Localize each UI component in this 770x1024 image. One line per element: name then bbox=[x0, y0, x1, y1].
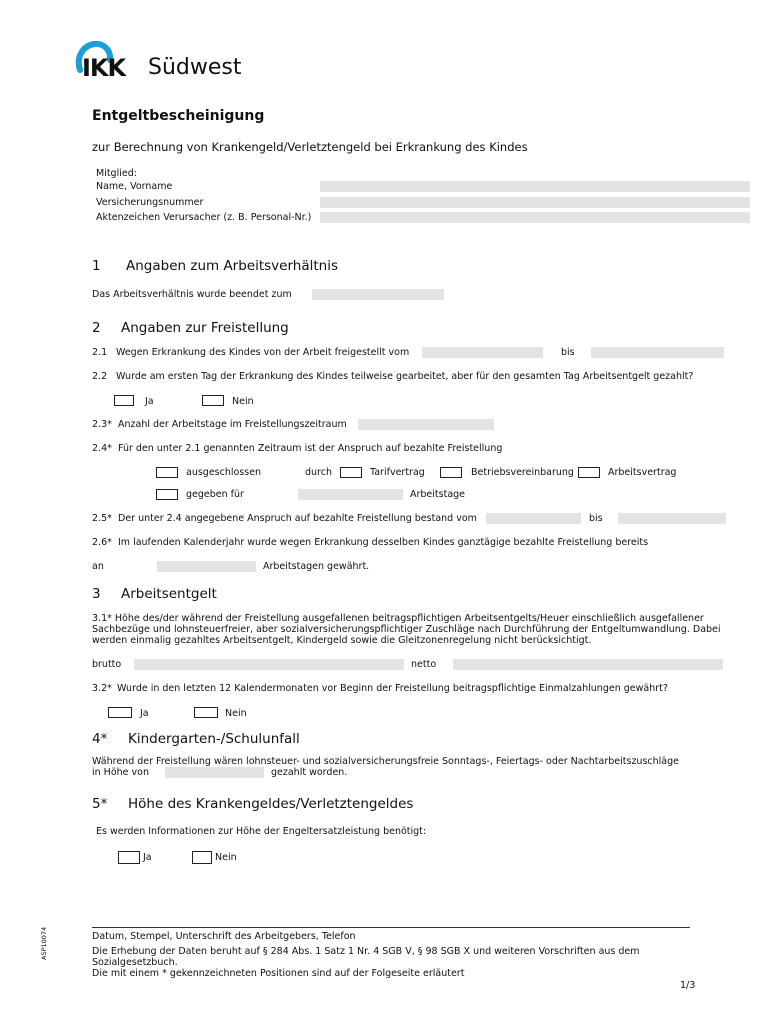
q25-to-field[interactable] bbox=[618, 513, 726, 524]
brutto-label: brutto bbox=[92, 659, 122, 670]
q23-workdays-field[interactable] bbox=[358, 419, 494, 430]
q22-yes-label: Ja bbox=[145, 396, 154, 407]
excluded-label: ausgeschlossen bbox=[186, 467, 262, 478]
section-3-title: Arbeitsentgelt bbox=[121, 586, 217, 602]
member-name-field[interactable] bbox=[320, 181, 750, 192]
s4-line-2-suffix: gezahlt worden. bbox=[271, 767, 348, 778]
document-subtitle: zur Berechnung von Krankengeld/Verletztengeld bei Erkrankung des Kindes bbox=[92, 140, 528, 154]
q22-text: Wurde am ersten Tag der Erkrankung des Kindes teilweise gearbeitet, aber für den gesamten Tag Arbeitsentgelt gezahlt? bbox=[116, 371, 694, 382]
section-1-title: Angaben zum Arbeitsverhältnis bbox=[126, 258, 338, 274]
q21-bis-label: bis bbox=[561, 347, 575, 358]
netto-label: netto bbox=[411, 659, 437, 670]
q32-number: 3.2* bbox=[92, 683, 112, 694]
arbeitsvertrag-label: Arbeitsvertrag bbox=[608, 467, 677, 478]
section-1-number: 1 bbox=[92, 258, 101, 274]
q23-text: Anzahl der Arbeitstage im Freistellungszeitraum bbox=[118, 419, 347, 430]
legal-line-2: Sozialgesetzbuch. bbox=[92, 957, 178, 968]
granted-checkbox[interactable] bbox=[156, 489, 178, 500]
q32-no-checkbox[interactable] bbox=[194, 707, 218, 718]
section-5-title: Höhe des Krankengeldes/Verletztengeldes bbox=[128, 796, 414, 812]
granted-days-field[interactable] bbox=[298, 489, 403, 500]
q31-line-1: 3.1* Höhe des/der während der Freistellung ausgefallenen beitragspflichtigen Arbeitsentgelts/Heuer einschließlich ausgefallener bbox=[92, 613, 704, 624]
q31-line-3: werden einmalig gezahltes Arbeitsentgelt, Kindergeld sowie die Gleitzonenregelung nicht berücksichtigt. bbox=[92, 635, 592, 646]
q25-text: Der unter 2.4 angegebene Anspruch auf bezahlte Freistellung bestand vom bbox=[118, 513, 477, 524]
q21-from-field[interactable] bbox=[422, 347, 543, 358]
side-code: ASP10074 bbox=[40, 926, 48, 960]
betriebsvereinbarung-checkbox[interactable] bbox=[440, 467, 462, 478]
q32-yes-checkbox[interactable] bbox=[108, 707, 132, 718]
legal-line-1: Die Erhebung der Daten beruht auf § 284 Abs. 1 Satz 1 Nr. 4 SGB V, § 98 SGB X und weiteren Vorschriften aus dem bbox=[92, 946, 640, 957]
q26-number: 2.6* bbox=[92, 537, 112, 548]
reference-label: Aktenzeichen Verursacher (z. B. Personal-Nr.) bbox=[96, 212, 312, 223]
member-name-label: Name, Vorname bbox=[96, 181, 173, 192]
s5-yes-label: Ja bbox=[143, 852, 152, 863]
s5-text: Es werden Informationen zur Höhe der Engeltersatzleistung benötigt: bbox=[96, 826, 427, 837]
section-5-number: 5* bbox=[92, 796, 108, 812]
s4-amount-field[interactable] bbox=[165, 767, 264, 778]
q32-no-label: Nein bbox=[225, 708, 247, 719]
q25-number: 2.5* bbox=[92, 513, 112, 524]
signature-line bbox=[92, 927, 690, 928]
netto-field[interactable] bbox=[453, 659, 723, 670]
employment-ended-label: Das Arbeitsverhältnis wurde beendet zum bbox=[92, 289, 292, 300]
logo-region: Südwest bbox=[148, 55, 242, 80]
q24-text: Für den unter 2.1 genannten Zeitraum ist der Anspruch auf bezahlte Freistellung bbox=[118, 443, 503, 454]
q31-line-2: Sachbezüge und lohnsteuerfreier, aber sozialversicherungspflichtiger Zuschläge nach Durchführung der Entgeltumwandlung. Dabei bbox=[92, 624, 721, 635]
reference-field[interactable] bbox=[320, 212, 750, 223]
q21-number: 2.1 bbox=[92, 347, 108, 358]
q21-to-field[interactable] bbox=[591, 347, 724, 358]
q23-number: 2.3* bbox=[92, 419, 112, 430]
logo-brand: IKK bbox=[82, 54, 126, 82]
through-label: durch bbox=[305, 467, 332, 478]
section-3-number: 3 bbox=[92, 586, 101, 602]
q21-text: Wegen Erkrankung des Kindes von der Arbeit freigestellt vom bbox=[116, 347, 410, 358]
q26-text: Im laufenden Kalenderjahr wurde wegen Erkrankung desselben Kindes ganztägige bezahlte Freistellung bereits bbox=[118, 537, 649, 548]
s4-line-2-prefix: in Höhe von bbox=[92, 767, 149, 778]
brutto-field[interactable] bbox=[134, 659, 404, 670]
q26-an-label: an bbox=[92, 561, 104, 572]
insurance-number-label: Versicherungsnummer bbox=[96, 197, 204, 208]
member-label: Mitglied: bbox=[96, 168, 137, 179]
q32-yes-label: Ja bbox=[140, 708, 149, 719]
q25-from-field[interactable] bbox=[486, 513, 581, 524]
excluded-checkbox[interactable] bbox=[156, 467, 178, 478]
s5-no-label: Nein bbox=[215, 852, 237, 863]
q22-no-checkbox[interactable] bbox=[202, 395, 224, 406]
legal-line-3: Die mit einem * gekennzeichneten Positionen sind auf der Folgeseite erläutert bbox=[92, 968, 465, 979]
workdays-label: Arbeitstage bbox=[410, 489, 466, 500]
q26-days-field[interactable] bbox=[157, 561, 256, 572]
section-4-number: 4* bbox=[92, 731, 108, 747]
q22-no-label: Nein bbox=[232, 396, 254, 407]
s5-yes-checkbox[interactable] bbox=[118, 851, 140, 864]
q32-text: Wurde in den letzten 12 Kalendermonaten vor Beginn der Freistellung beitragspflichtige Einmalzahlungen gewährt? bbox=[117, 683, 668, 694]
tarifvertrag-checkbox[interactable] bbox=[340, 467, 362, 478]
section-2-title: Angaben zur Freistellung bbox=[121, 320, 289, 336]
q26-suffix: Arbeitstagen gewährt. bbox=[263, 561, 370, 572]
insurance-number-field[interactable] bbox=[320, 197, 750, 208]
document-title: Entgeltbescheinigung bbox=[92, 108, 265, 124]
s4-line-1: Während der Freistellung wären lohnsteuer- und sozialversicherungsfreie Sonntags-, Feiertags- oder Nachtarbeitszuschläge bbox=[92, 756, 679, 767]
ikk-logo bbox=[74, 40, 264, 84]
q25-bis-label: bis bbox=[589, 513, 603, 524]
q22-number: 2.2 bbox=[92, 371, 108, 382]
s5-no-checkbox[interactable] bbox=[192, 851, 212, 864]
signature-label: Datum, Stempel, Unterschrift des Arbeitgebers, Telefon bbox=[92, 931, 356, 942]
section-2-number: 2 bbox=[92, 320, 101, 336]
betriebsvereinbarung-label: Betriebsvereinbarung bbox=[471, 467, 574, 478]
q22-yes-checkbox[interactable] bbox=[114, 395, 134, 406]
employment-ended-field[interactable] bbox=[312, 289, 444, 300]
section-4-title: Kindergarten-/Schulunfall bbox=[128, 731, 300, 747]
page-number: 1/3 bbox=[680, 980, 696, 991]
tarifvertrag-label: Tarifvertrag bbox=[370, 467, 425, 478]
granted-label: gegeben für bbox=[186, 489, 244, 500]
arbeitsvertrag-checkbox[interactable] bbox=[578, 467, 600, 478]
q24-number: 2.4* bbox=[92, 443, 112, 454]
